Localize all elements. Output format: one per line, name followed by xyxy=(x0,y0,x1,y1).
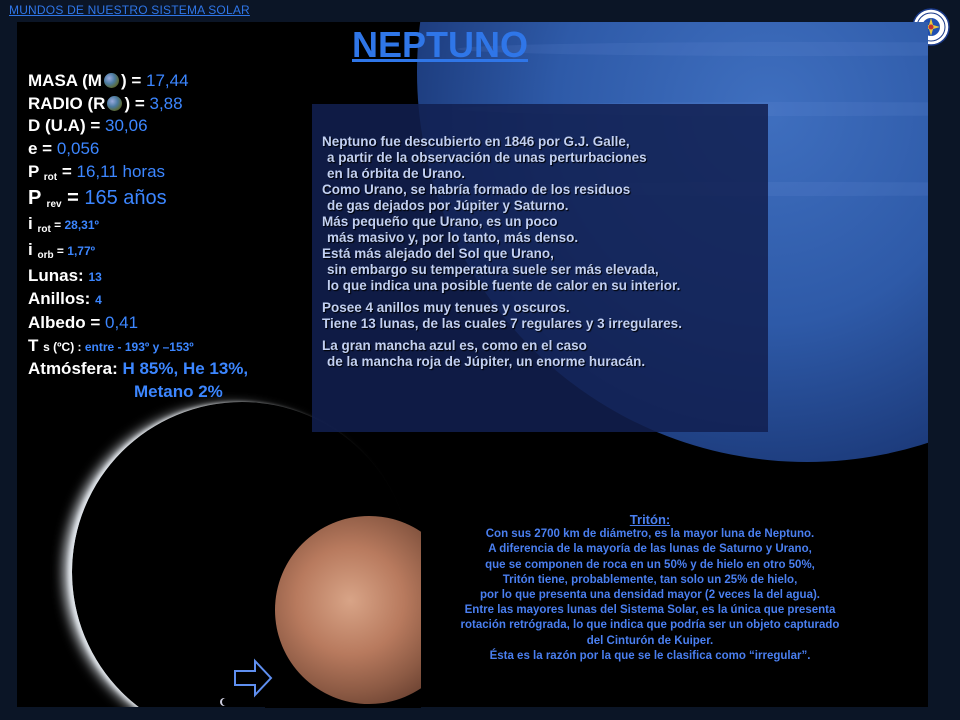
stat-value: 17,44 xyxy=(146,71,189,90)
triton-line: rotación retrógrada, lo que indica que podría ser un objeto capturado xyxy=(460,619,840,632)
stat-value: entre - 193º y –153º xyxy=(84,339,194,354)
stat-value: 4 xyxy=(95,293,102,308)
planet-stats xyxy=(28,70,248,404)
stat-label: P xyxy=(28,161,40,181)
stat-temperature xyxy=(28,335,248,359)
worlds-solar-system-link[interactable]: MUNDOS DE NUESTRO SISTEMA SOLAR xyxy=(9,3,250,17)
description-line: lo que indica una posible fuente de calor en su interior. xyxy=(327,278,681,293)
stat-rotation-period xyxy=(28,161,248,187)
description-line: Más pequeño que Urano, es un poco xyxy=(322,214,558,229)
triton-line: por lo que presenta una densidad mayor (2 veces la del agua). xyxy=(480,589,820,602)
triton-line: que se componen de roca en un 50% y de hielo en otro 50%, xyxy=(485,558,815,571)
description-line: de la mancha roja de Júpiter, un enorme huracán. xyxy=(327,354,646,369)
triton-line: Entre las mayores lunas del Sistema Solar, es la única que presenta xyxy=(464,604,836,617)
description-paragraph xyxy=(322,300,762,332)
stat-subscript: rot xyxy=(43,171,58,183)
stat-label: e = xyxy=(28,139,57,159)
stat-value: 1,77º xyxy=(67,243,96,258)
description-line: sin embargo su temperatura suele ser más elevada, xyxy=(327,262,659,277)
description-line: Posee 4 anillos muy tenues y oscuros. xyxy=(322,300,570,315)
stat-subscript: orb xyxy=(37,249,54,261)
stat-label: ) = xyxy=(124,93,150,113)
stat-label: MASA (M xyxy=(28,71,102,90)
stat-label: i xyxy=(28,239,33,259)
stat-rings xyxy=(28,288,248,312)
description-paragraph xyxy=(322,338,762,370)
triton-disk xyxy=(275,516,421,704)
stat-orbit-inclination xyxy=(28,239,248,265)
stat-label: ) = xyxy=(120,71,147,90)
triton-line: Tritón tiene, probablemente, tan solo un 25% de hielo, xyxy=(502,573,798,586)
stat-label: = xyxy=(61,186,85,209)
description-line: Tiene 13 lunas, de las cuales 7 regulares y 3 irregulares. xyxy=(322,316,682,331)
stat-value: Metano 2% xyxy=(134,382,223,402)
stat-label: (ºC) : xyxy=(49,339,85,354)
stat-value: 16,11 xyxy=(76,161,118,181)
earth-icon xyxy=(107,96,122,111)
stat-label: = xyxy=(50,218,65,233)
stat-eccentricity xyxy=(28,138,248,161)
description-line: Como Urano, se habría formado de los residuos xyxy=(322,182,631,197)
triton-line: A diferencia de la mayoría de las lunas de Saturno y Urano, xyxy=(488,543,812,556)
earth-icon xyxy=(104,73,119,88)
triton-title: Tritón: xyxy=(629,512,671,527)
neptune-description xyxy=(322,134,762,376)
next-arrow-icon[interactable] xyxy=(233,658,273,698)
stat-masa xyxy=(28,70,248,93)
stat-label: i xyxy=(28,214,33,234)
page-title: NEPTUNO xyxy=(352,24,529,65)
stat-value: 28,31º xyxy=(64,218,99,233)
stat-value: 3,88 xyxy=(149,93,183,113)
triton-line: Ésta es la razón por la que se le clasifica como “irregular”. xyxy=(489,649,811,662)
stat-label: Lunas: xyxy=(28,265,89,285)
triton-line: del Cinturón de Kuiper. xyxy=(586,634,714,647)
stat-label: = xyxy=(53,243,68,258)
triton-section xyxy=(430,512,870,664)
stat-label: Albedo = xyxy=(28,313,105,333)
stat-label: D (U.A) = xyxy=(28,116,105,136)
stat-unit: horas xyxy=(117,161,166,181)
stat-subscript: rev xyxy=(46,198,62,210)
triton-line: Con sus 2700 km de diámetro, es la mayor luna de Neptuno. xyxy=(485,528,815,541)
stat-albedo xyxy=(28,312,248,335)
stat-distance xyxy=(28,115,248,138)
description-line: en la órbita de Urano. xyxy=(327,166,466,181)
stat-value: H 85%, He 13%, xyxy=(122,359,249,379)
stat-radio xyxy=(28,93,248,116)
stat-value: 165 xyxy=(84,186,118,209)
stat-label: = xyxy=(57,161,77,181)
description-line: Neptuno fue descubierto en 1846 por G.J. Galle, xyxy=(322,134,630,149)
triton-image xyxy=(265,510,421,708)
stat-label: Anillos: xyxy=(28,289,96,309)
description-paragraph xyxy=(322,134,762,294)
stat-moons xyxy=(28,265,248,289)
stat-value: 0,056 xyxy=(56,139,100,159)
description-line: a partir de la observación de unas perturbaciones xyxy=(327,150,647,165)
description-line: La gran mancha azul es, como en el caso xyxy=(322,338,587,353)
description-line: de gas dejados por Júpiter y Saturno. xyxy=(327,198,569,213)
stat-atmosphere-cont xyxy=(28,381,248,404)
stat-subscript: rot xyxy=(37,224,51,236)
stat-unit: años xyxy=(117,186,167,209)
stat-label: Atmósfera: xyxy=(28,359,123,379)
stat-rotation-inclination xyxy=(28,213,248,239)
stat-label: RADIO (R xyxy=(28,93,106,113)
stat-value: 13 xyxy=(88,269,102,284)
description-box xyxy=(312,104,768,432)
stat-revolution-period xyxy=(28,187,248,214)
stat-label: P xyxy=(28,186,41,209)
stat-value: 30,06 xyxy=(104,116,148,136)
description-line: más masivo y, por lo tanto, más denso. xyxy=(327,230,579,245)
stat-label: T xyxy=(28,335,39,355)
description-line: Está más alejado del Sol que Urano, xyxy=(322,246,554,261)
stat-atmosphere xyxy=(28,358,248,381)
moon-crescent-image xyxy=(222,698,230,706)
stat-value: 0,41 xyxy=(104,313,139,333)
stat-subscript: s xyxy=(43,339,50,354)
